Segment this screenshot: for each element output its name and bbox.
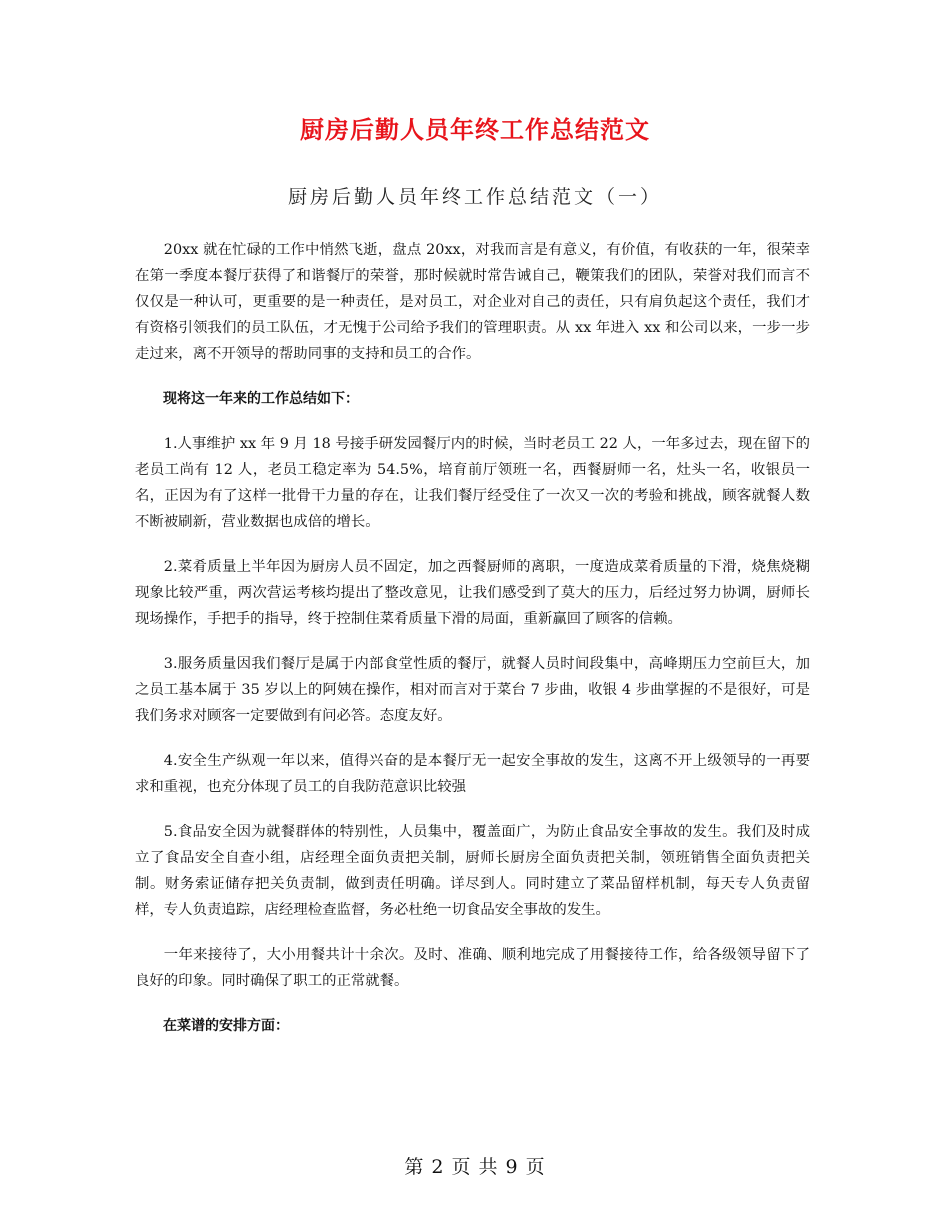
paragraph-dish-quality: 2.菜肴质量上半年因为厨房人员不固定，加之西餐厨师的离职，一度造成菜肴质量的下滑，烧焦烧糊现象比较严重，两次营运考核均提出了整改意见，让我们感受到了莫大的压力，后经过努力协调，厨师长现场操作，手把手的指导，终于控制住菜肴质量下滑的局面，重新赢回了顾客的信赖。 [135,559,810,627]
paragraph-personnel: 1.人事维护 xx 年 9 月 18 号接手研发园餐厅内的时候，当时老员工 22 人，一年多过去，现在留下的老员工尚有 12 人，老员工稳定率为 54.5%，培育前厅领班一名，西餐厨师一名，灶头一名，收银员一名，正因为有了这样一批骨干力量的存在，让我们餐厅经受住了一次又一次的考验和挑战，顾客就餐人数不断被刷新，营业数据也成倍的增长。 [135,436,810,530]
document-subtitle: 厨房后勤人员年终工作总结范文（一） [287,186,662,208]
paragraph-intro: 20xx 就在忙碌的工作中悄然飞逝，盘点 20xx，对我而言是有意义，有价值，有收获的一年，很荣幸在第一季度本餐厅获得了和谐餐厅的荣誉，那时候就时常告诫自己，鞭策我们的团队，荣誉对我们而言不仅仅是一种认可，更重要的是一种责任，是对员工，对企业对自己的责任，只有肩负起这个责任，我们才有资格引领我们的员工队伍，才无愧于公司给予我们的管理职责。从 xx 年进入 xx 和公司以来，一步一步走过来，离不开领导的帮助同事的支持和员工的合作。 [135,242,810,362]
page-number-footer: 第 2 页 共 9 页 [404,1156,546,1178]
section-heading-menu: 在菜谱的安排方面： [163,1018,289,1034]
document-body [135,237,810,1058]
section-heading-summary: 现将这一年来的工作总结如下： [163,391,359,407]
paragraph-food-safety: 5.食品安全因为就餐群体的特别性，人员集中，覆盖面广，为防止食品安全事故的发生。我们及时成立了食品安全自查小组，店经理全面负责把关制，厨师长厨房全面负责把关制，领班销售全面负责把关制。财务索证储存把关负责制，做到责任明确。详尽到人。同时建立了菜品留样机制，每天专人负责留样，专人负责追踪，店经理检查监督，务必杜绝一切食品安全事故的发生。 [135,824,810,918]
document-title: 厨房后勤人员年终工作总结范文 [300,116,650,144]
paragraph-safety-production: 4.安全生产纵观一年以来，值得兴奋的是本餐厅无一起安全事故的发生，这离不开上级领导的一再要求和重视，也充分体现了员工的自我防范意识比较强 [135,753,810,795]
paragraph-service-quality: 3.服务质量因我们餐厅是属于内部食堂性质的餐厅，就餐人员时间段集中，高峰期压力空前巨大，加之员工基本属于 35 岁以上的阿姨在操作，相对而言对于菜台 7 步曲，收银 4 步曲掌握的不是很好，可是我们务求对顾客一定要做到有问必答。态度友好。 [135,656,810,724]
paragraph-reception: 一年来接待了，大小用餐共计十余次。及时、准确、顺利地完成了用餐接待工作，给各级领导留下了良好的印象。同时确保了职工的正常就餐。 [135,947,810,989]
